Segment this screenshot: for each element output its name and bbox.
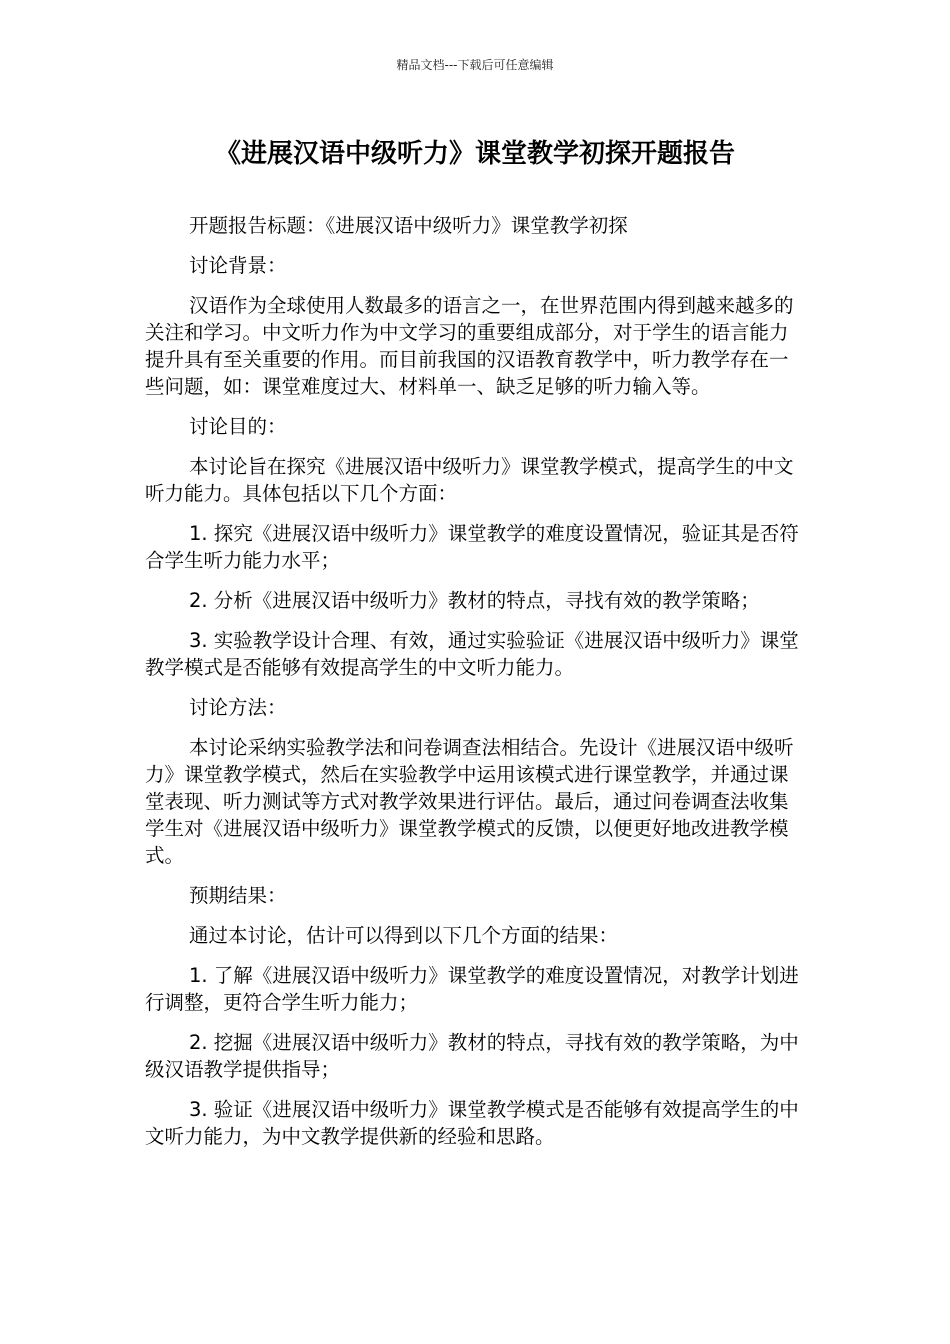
purpose-paragraph: 本讨论旨在探究《进展汉语中级听力》课堂教学模式，提高学生的中文听力能力。具体包括以下几个方面： — [145, 455, 794, 505]
report-title-line: 开题报告标题：《进展汉语中级听力》课堂教学初探 — [189, 214, 628, 237]
section-heading-method: 讨论方法： — [189, 696, 287, 719]
results-item-3: 3. 验证《进展汉语中级听力》课堂教学模式是否能够有效提高学生的中文听力能力，为中文教学提供新的经验和思路。 — [145, 1098, 799, 1148]
results-item-2: 2. 挖掘《进展汉语中级听力》教材的特点，寻找有效的教学策略，为中级汉语教学提供指导； — [145, 1031, 799, 1081]
purpose-item-2: 2. 分析《进展汉语中级听力》教材的特点，寻找有效的教学策略； — [189, 589, 760, 612]
results-intro-paragraph: 通过本讨论，估计可以得到以下几个方面的结果： — [189, 924, 619, 947]
method-paragraph: 本讨论采纳实验教学法和问卷调查法相结合。先设计《进展汉语中级听力》课堂教学模式，然后在实验教学中运用该模式进行课堂教学，并通过课堂表现、听力测试等方式对教学效果进行评估。最后，通过问卷调查法收集学生对《进展汉语中级听力》课堂教学模式的反馈，以便更好地改进教学模式。 — [145, 736, 794, 867]
section-heading-purpose: 讨论目的： — [189, 415, 287, 438]
section-heading-results: 预期结果： — [189, 884, 287, 907]
document-title: 《进展汉语中级听力》课堂教学初探开题报告 — [214, 139, 735, 169]
purpose-item-3: 3. 实验教学设计合理、有效，通过实验验证《进展汉语中级听力》课堂教学模式是否能够有效提高学生的中文听力能力。 — [145, 629, 799, 679]
purpose-item-1: 1. 探究《进展汉语中级听力》课堂教学的难度设置情况，验证其是否符合学生听力能力水平； — [145, 522, 799, 572]
background-paragraph: 汉语作为全球使用人数最多的语言之一，在世界范围内得到越来越多的关注和学习。中文听力作为中文学习的重要组成部分，对于学生的语言能力提升具有至关重要的作用。而目前我国的汉语教育教学中，听力教学存在一些问题，如：课堂难度过大、材料单一、缺乏足够的听力输入等。 — [145, 294, 794, 398]
results-item-1: 1. 了解《进展汉语中级听力》课堂教学的难度设置情况，对教学计划进行调整，更符合学生听力能力； — [145, 964, 799, 1014]
section-heading-background: 讨论背景： — [189, 254, 287, 277]
page-header-note: 精品文档---下载后可任意编辑 — [396, 58, 554, 72]
document-body — [145, 212, 805, 1163]
